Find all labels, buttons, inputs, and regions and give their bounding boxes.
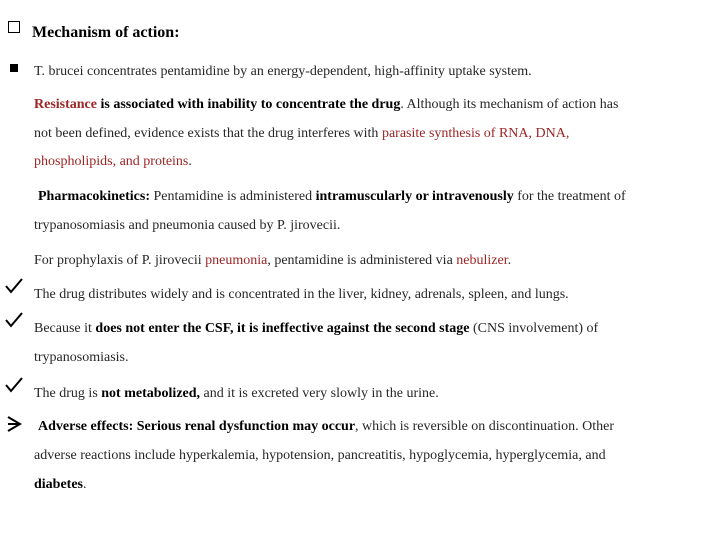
resistance-term: Resistance xyxy=(34,97,97,112)
nebulizer-highlight: nebulizer xyxy=(456,253,508,268)
paragraph-prophylaxis xyxy=(34,252,511,270)
csf-text: Because it xyxy=(34,321,96,336)
metabolism-text: The drug is xyxy=(34,386,102,401)
adverse-bold: Serious renal dysfunction may occur xyxy=(133,419,356,434)
paragraph-distribution: The drug distributes widely and is concentrated in the liver, kidney, adrenals, spleen, and lungs. xyxy=(34,287,569,302)
metabolism-bold: not metabolized, xyxy=(101,386,201,401)
pharmacokinetics-label: Pharmacokinetics: xyxy=(38,189,150,204)
checkmark-icon xyxy=(4,375,24,400)
round-bullet-icon xyxy=(9,190,16,197)
paragraph-resistance-line-1 xyxy=(34,96,618,114)
paragraph-csf-line-2: trypanosomiasis. xyxy=(34,350,129,365)
route-bold: intramuscularly or intravenously xyxy=(315,189,514,204)
resistance-text-2: not been defined, evidence exists that the drug interferes with xyxy=(34,126,382,141)
round-bullet-icon xyxy=(9,254,16,261)
paragraph-adverse-line-1 xyxy=(38,418,614,436)
paragraph-metabolism xyxy=(34,385,439,403)
paragraph-uptake: T. brucei concentrates pentamidine by an energy-dependent, high-affinity uptake system. xyxy=(34,64,532,79)
pharmacokinetics-text: Pentamidine is administered xyxy=(149,189,316,204)
arrow-bullet-icon xyxy=(5,415,23,438)
adverse-effects-label: Adverse effects: xyxy=(38,419,134,434)
paragraph-pharmacokinetics-line-2: trypanosomiasis and pneumonia caused by P. jirovecii. xyxy=(34,218,341,233)
square-bullet-icon xyxy=(10,64,18,72)
checkmark-icon xyxy=(4,310,24,335)
synthesis-highlight-2: phospholipids, and proteins xyxy=(34,154,189,169)
paragraph-csf-line-1 xyxy=(34,320,598,338)
period: . xyxy=(188,154,192,169)
period: . xyxy=(507,253,512,268)
metabolism-text-2: and it is excreted very slowly in the urine. xyxy=(200,386,439,401)
paragraph-adverse-line-3 xyxy=(34,476,87,494)
pneumonia-highlight: pneumonia xyxy=(205,253,268,268)
csf-text-2: (CNS involvement) of xyxy=(469,321,599,336)
synthesis-highlight: parasite synthesis of RNA, DNA, xyxy=(381,126,570,141)
hollow-square-bullet-icon xyxy=(8,21,20,33)
resistance-text: . Although its mechanism of action has xyxy=(400,97,619,112)
paragraph-resistance-line-3 xyxy=(34,153,192,171)
round-bullet-icon xyxy=(9,98,16,105)
diabetes-bold: diabetes xyxy=(34,477,83,492)
paragraph-resistance-line-2 xyxy=(34,125,569,143)
resistance-bold-text: is associated with inability to concentrate the drug xyxy=(97,97,401,112)
pharmacokinetics-text-2: for the treatment of xyxy=(513,189,626,204)
prophylaxis-text-2: , pentamidine is administered via xyxy=(267,253,457,268)
paragraph-adverse-line-2: adverse reactions include hyperkalemia, hypotension, pancreatitis, hypoglycemia, hyperglycemia, and xyxy=(34,448,606,463)
period: . xyxy=(83,477,87,492)
paragraph-pharmacokinetics-line-1 xyxy=(38,188,626,206)
section-title: Mechanism of action: xyxy=(32,24,180,41)
prophylaxis-text: For prophylaxis of P. jirovecii xyxy=(34,253,206,268)
checkmark-icon xyxy=(4,276,24,301)
adverse-text: , which is reversible on discontinuation. Other xyxy=(355,419,614,434)
csf-bold: does not enter the CSF, it is ineffective against the second stage xyxy=(95,321,470,336)
